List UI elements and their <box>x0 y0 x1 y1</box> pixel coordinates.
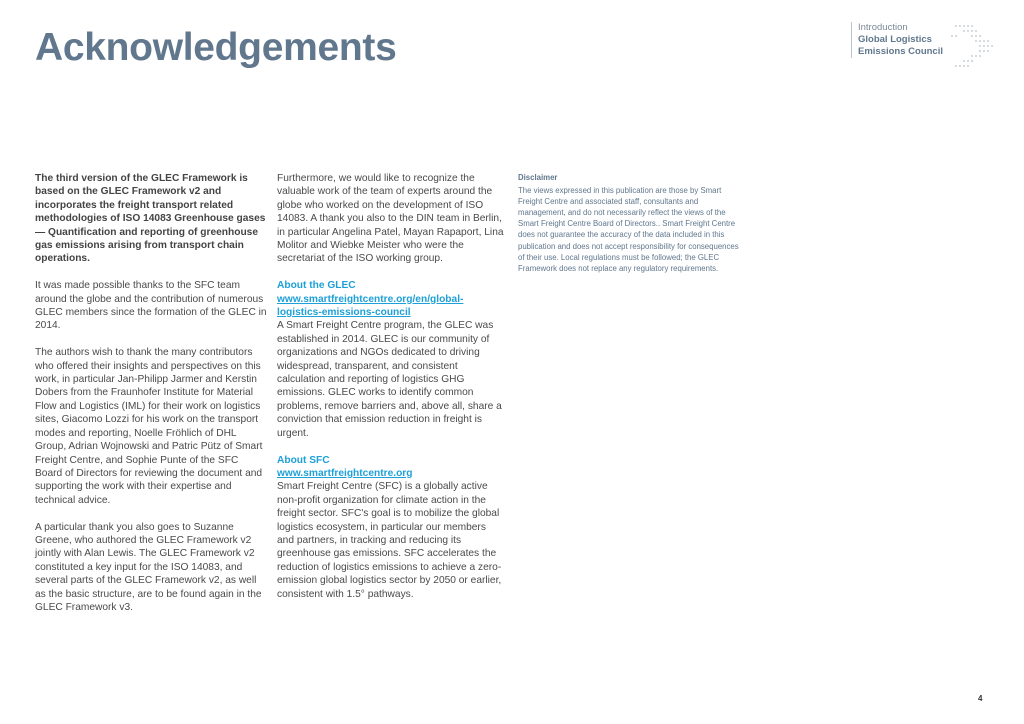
about-glec-text: A Smart Freight Centre program, the GLEC was established in 2014. GLEC is our community of organizations and NGOs dedicated to driving widespread, transparent, and consistent calculation and reporting of logistics GHG emissions. GLEC works to identify common problems, remove barriers and, above all, share a conviction that emission reduction in freight is urgent. <box>277 320 502 439</box>
about-sfc-section <box>277 454 505 601</box>
about-glec-link[interactable]: www.smartfreightcentre.org/en/global-logistics-emissions-council <box>277 293 464 319</box>
section-label: Introduction <box>858 22 908 33</box>
iso-experts-paragraph: Furthermore, we would like to recognize the valuable work of the team of experts around the globe who worked on the development of ISO 14083. A thank you also to the DIN team in Berlin, in particular Angelina Patel, Mayan Rapaport, Lina Molitor and Wiebke Meister who were the secretariat of the ISO working group. <box>277 173 504 265</box>
org-name-line-2: Emissions Council <box>858 46 943 57</box>
about-glec-section <box>277 279 505 440</box>
org-name-line-1: Global Logistics <box>858 34 932 45</box>
page-title: Acknowledgements <box>35 26 397 69</box>
about-sfc-text: Smart Freight Centre (SFC) is a globally active non-profit organization for climate action in the freight sector. SFC's goal is to mobilize the global logistics ecosystem, in particular our members and partners, in tracking and reducing its greenhouse gas emissions. SFC accelerates the reduction of logistics emissions to achieve a zero-emission global logistics sector by 2050 or earlier, consistent with 1.5° pathways. <box>277 481 502 600</box>
page-number: 4 <box>978 694 983 703</box>
document-header <box>851 22 943 58</box>
sfc-team-paragraph: It was made possible thanks to the SFC team around the globe and the contribution of numerous GLEC members since the formation of the GLEC in 2014. <box>35 280 267 332</box>
suzanne-greene-paragraph: A particular thank you also goes to Suzanne Greene, who authored the GLEC Framework v2 jointly with Alan Lewis. The GLEC Framework v2 constituted a key input for the ISO 14083, and several parts of the GLEC Framework v2, as well as the basic structure, are to be found again in the GLEC Framework v3. <box>35 521 262 613</box>
disclaimer-heading: Disclaimer <box>518 173 558 182</box>
about-glec-heading: About the GLEC <box>277 280 356 292</box>
column-1 <box>35 172 267 628</box>
about-sfc-heading: About SFC <box>277 454 330 466</box>
disclaimer-column <box>518 172 746 274</box>
about-sfc-link[interactable]: www.smartfreightcentre.org <box>277 467 413 479</box>
intro-paragraph: The third version of the GLEC Framework is based on the GLEC Framework v2 and incorporates the freight transport related methodologies of ISO 14083 Greenhouse gases — Quantification and reporting of greenhouse gas emissions arising from transport chain operations. <box>35 173 266 265</box>
column-2 <box>277 172 505 614</box>
disclaimer-text: The views expressed in this publication are those by Smart Freight Centre and associated staff, consultants and management, and do not necessarily reflect the views of the Smart Freight Centre Board of Directors.. Smart Freight Centre does not guarantee the accuracy of the data included in this publication and does not accept responsibility for consequences of their use. Local regulations must be followed; the GLEC Framework does not replace any regulatory requirements. <box>518 186 739 273</box>
dot-grid-logo-icon <box>950 24 998 70</box>
contributors-paragraph: The authors wish to thank the many contributors who offered their insights and perspectives on this work, in particular Jan-Philipp Jarmer and Kerstin Dobers from the Fraunhofer Institute for Material Flow and Logistics (IML) for their work on logistics sites, Giacomo Lozzi for his work on the transport modes and reporting, Noelle Fröhlich of DHL Group, Adrian Wojnowski and Patric Pütz of Smart Freight Centre, and Sophie Punte of the SFC Board of Directors for reviewing the document and supporting the work with their expertise and technical advice. <box>35 347 263 506</box>
